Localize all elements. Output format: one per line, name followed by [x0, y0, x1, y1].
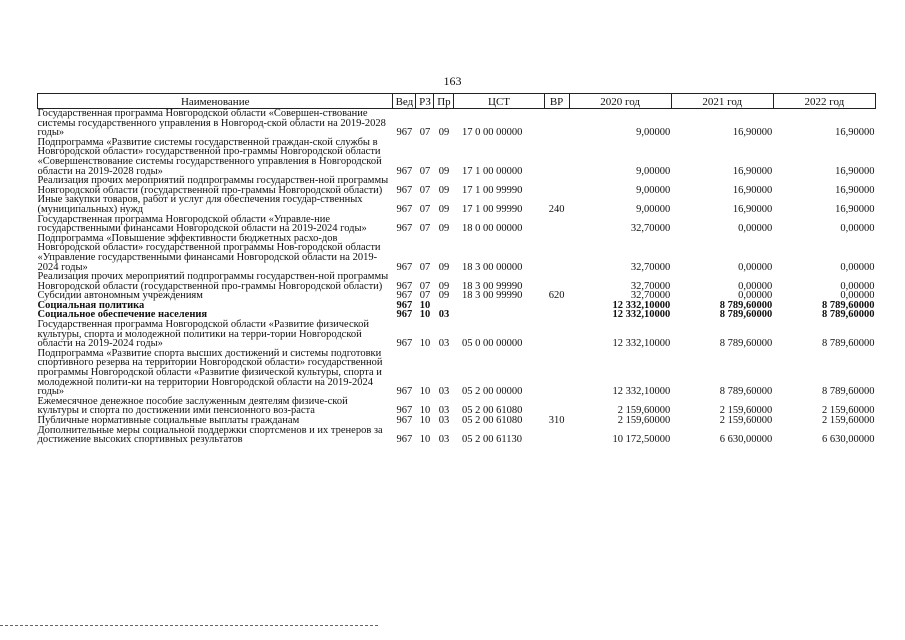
row-cst: 05 2 00 61130: [461, 434, 522, 446]
row-value-2020: 32,70000: [630, 261, 671, 273]
row-value-2021: 0,00000: [738, 290, 773, 302]
row-value-2022: 8 789,60000: [822, 386, 875, 398]
header-ved: Вед: [393, 94, 416, 109]
row-ved: 967: [396, 165, 413, 177]
row-name: Публичные нормативные социальные выплаты гражданам: [37, 415, 300, 426]
row-ved: 967: [396, 290, 413, 302]
row-value-2022: 16,90000: [835, 165, 875, 177]
row-ved: 967: [396, 405, 413, 417]
row-vr: [544, 426, 569, 445]
row-vr: [544, 138, 569, 176]
row-name: Субсидии автономным учреждениям: [37, 290, 203, 302]
row-value-2020: 12 332,10000: [612, 309, 671, 321]
row-value-2022: 8 789,60000: [822, 338, 875, 350]
row-value-2021: 0,00000: [738, 223, 773, 235]
row-rz: 07: [419, 290, 431, 302]
row-rz: 07: [419, 127, 431, 139]
row-cst: 05 2 00 61080: [461, 415, 523, 426]
row-value-2020: 2 159,60000: [617, 405, 671, 417]
row-value-2022: 0,00000: [840, 223, 875, 235]
row-ved: 967: [396, 280, 413, 292]
table-row: [38, 195, 876, 214]
table-row: [38, 320, 876, 349]
row-vr: [544, 109, 569, 138]
row-name: Подпрограмма «Повышение эффективности бюджетных расхо-дов Новгородской области» государственной программы Нов-городской области «Управление государственными финансами Новгородской области на 2019-2024 годы»: [37, 232, 381, 273]
row-cst: 18 3 00 99990: [461, 280, 523, 292]
row-value-2020: 12 332,10000: [612, 386, 671, 398]
row-value-2022: 16,90000: [835, 127, 875, 139]
row-value-2020: 12 332,10000: [612, 299, 671, 311]
row-value-2022: 8 789,60000: [822, 299, 875, 311]
row-rz: 07: [419, 223, 431, 235]
footer-divider: [0, 625, 380, 626]
row-name: Государственная программа Новгородской области «Управле-ние государственными финансами Новгородской области на 2019-2024 годы»: [37, 213, 367, 235]
row-ved: 967: [396, 338, 413, 350]
row-pr: 03: [438, 405, 450, 417]
row-pr: 09: [438, 203, 450, 215]
row-ved: 967: [396, 299, 413, 311]
row-cst: 18 0 00 00000: [461, 223, 523, 235]
row-pr: 09: [438, 184, 450, 196]
row-pr: 09: [438, 165, 450, 177]
row-value-2022: 0,00000: [840, 261, 875, 273]
row-value-2020: 9,00000: [636, 184, 671, 196]
row-rz: 07: [419, 280, 431, 292]
row-pr: 09: [438, 280, 450, 292]
table-row: [38, 272, 876, 291]
row-pr: 09: [438, 127, 450, 139]
row-value-2022: 8 789,60000: [822, 309, 875, 321]
row-value-2021: 16,90000: [732, 127, 773, 139]
row-value-2022: 16,90000: [835, 184, 875, 196]
row-name: Реализация прочих мероприятий подпрограммы государствен-ной программы Новгородской области (государственной про-граммы Новгородской области): [37, 271, 389, 292]
row-ved: 967: [396, 223, 413, 235]
row-name: Подпрограмма «Развитие спорта высших достижений и системы подготовки спортивного резерва на территории Новгородской области» государственной программы Новгородской области «Развитие физической культуры, спорта и молодежной полити-ки на территории Новгородской области на 2019-2024 годы»: [37, 347, 383, 398]
table-row: [38, 109, 876, 138]
row-vr: 310: [548, 415, 565, 426]
row-rz: 07: [419, 261, 431, 273]
table-row: [38, 349, 876, 397]
row-pr: 03: [438, 434, 450, 446]
row-rz: 10: [419, 338, 431, 350]
row-name: Социальное обеспечение населения: [37, 309, 208, 321]
row-value-2021: 2 159,60000: [719, 415, 773, 426]
row-value-2022: 0,00000: [840, 280, 875, 292]
row-vr: [544, 234, 569, 272]
budget-table: [37, 93, 876, 445]
row-ved: 967: [396, 434, 413, 446]
row-name: Дополнительные меры социальной поддержки спортсменов и их тренеров за достижение высоких спортивных результатов: [37, 424, 383, 446]
row-pr: 03: [438, 415, 450, 426]
row-vr: 240: [548, 203, 565, 215]
row-cst: 17 1 00 99990: [461, 184, 523, 196]
row-ved: 967: [396, 261, 413, 273]
table-row: [38, 215, 876, 234]
row-value-2020: 32,70000: [630, 280, 671, 292]
row-value-2020: 10 172,50000: [612, 434, 671, 446]
row-value-2022: 0,00000: [840, 290, 875, 302]
row-pr: 03: [438, 309, 450, 321]
row-rz: 10: [419, 434, 431, 446]
row-pr: 09: [438, 290, 450, 302]
row-ved: 967: [396, 203, 413, 215]
row-value-2021: 0,00000: [738, 280, 773, 292]
header-2021: 2021 год: [671, 94, 773, 109]
row-name: Государственная программа Новгородской области «Совершен-ствование системы государственного управления в Новгород-ской области на 2019-2028 годы»: [37, 108, 386, 139]
header-rz: РЗ: [416, 94, 434, 109]
row-cst: 17 1 00 99990: [461, 203, 523, 215]
row-vr: [544, 320, 569, 349]
row-vr: [544, 301, 569, 311]
row-rz: 10: [419, 405, 431, 417]
row-rz: 07: [419, 184, 431, 196]
row-cst: 05 2 00 61080: [461, 405, 523, 417]
row-pr: 03: [438, 338, 450, 350]
table-row: [38, 176, 876, 195]
row-value-2022: 16,90000: [835, 203, 875, 215]
row-pr: 09: [438, 223, 450, 235]
row-rz: 07: [419, 203, 431, 215]
row-vr: [544, 310, 569, 320]
row-name: Подпрограмма «Развитие системы государственной граждан-ской службы в Новгородской области» государственной про-граммы Новгородской области «Совершенствование системы государственного управления в Новгородской области на 2019-2028 годы»: [37, 136, 382, 177]
row-cst: 18 3 00 00000: [461, 261, 523, 273]
row-value-2020: 2 159,60000: [617, 415, 671, 426]
row-cst: 17 1 00 00000: [461, 165, 523, 177]
row-cst: 18 3 00 99990: [461, 290, 523, 302]
row-cst: [454, 301, 544, 311]
page-number: 163: [443, 74, 462, 88]
header-2020: 2020 год: [569, 94, 671, 109]
row-value-2022: 2 159,60000: [822, 415, 875, 426]
header-2022: 2022 год: [773, 94, 875, 109]
header-name: Наименование: [38, 94, 393, 109]
row-value-2020: 9,00000: [636, 165, 671, 177]
row-name: Социальная политика: [37, 299, 145, 311]
row-vr: [544, 272, 569, 291]
row-vr: [544, 176, 569, 195]
table-row: [38, 234, 876, 272]
table-row: [38, 138, 876, 176]
row-rz: 10: [419, 299, 431, 311]
row-ved: 967: [396, 309, 413, 321]
row-value-2020: 12 332,10000: [612, 338, 671, 350]
row-rz: 10: [419, 386, 431, 398]
row-cst: [454, 310, 544, 320]
row-cst: 05 0 00 00000: [461, 338, 523, 350]
row-vr: 620: [548, 290, 565, 302]
row-cst: 05 2 00 00000: [461, 386, 523, 398]
row-rz: 10: [419, 415, 431, 426]
row-value-2021: 8 789,60000: [719, 309, 773, 321]
header-pr: Пр: [434, 94, 454, 109]
row-vr: [544, 349, 569, 397]
row-value-2021: 8 789,60000: [719, 386, 773, 398]
row-value-2021: 8 789,60000: [719, 299, 773, 311]
row-name: Иные закупки товаров, работ и услуг для обеспечения государ-ственных (муниципальных) нужд: [37, 194, 363, 215]
row-value-2021: 2 159,60000: [719, 405, 773, 417]
row-ved: 967: [396, 184, 413, 196]
row-rz: 07: [419, 165, 431, 177]
row-value-2020: 9,00000: [636, 127, 671, 139]
table-row: [38, 397, 876, 416]
row-value-2020: 32,70000: [630, 290, 671, 302]
header-vr: ВР: [544, 94, 569, 109]
row-value-2022: 6 630,00000: [822, 434, 875, 446]
row-value-2022: 2 159,60000: [822, 405, 875, 417]
row-value-2020: 9,00000: [636, 203, 671, 215]
table-header-row: [38, 94, 876, 109]
row-name: Государственная программа Новгородской области «Развитие физической культуры, спорта и молодежной политики на терри-тории Новгородской области на 2019-2024 годы»: [37, 319, 370, 350]
row-ved: 967: [396, 386, 413, 398]
row-value-2021: 0,00000: [738, 261, 773, 273]
row-value-2020: 32,70000: [630, 223, 671, 235]
table-row: [38, 426, 876, 445]
row-vr: [544, 397, 569, 416]
row-value-2021: 16,90000: [732, 203, 773, 215]
row-rz: 10: [419, 309, 431, 321]
header-cst: ЦСТ: [454, 94, 544, 109]
row-value-2021: 16,90000: [732, 165, 773, 177]
row-ved: 967: [396, 127, 413, 139]
row-vr: [544, 215, 569, 234]
row-name: Ежемесячное денежное пособие заслуженным деятелям физиче-ской культуры и спорта по достижении ими пенсионного воз-раста: [37, 395, 348, 417]
row-ved: 967: [396, 415, 413, 426]
row-name: Реализация прочих мероприятий подпрограммы государствен-ной программы Новгородской области (государственной про-граммы Новгородской области): [37, 175, 389, 196]
row-pr: 03: [438, 386, 450, 398]
row-value-2021: 6 630,00000: [719, 434, 773, 446]
row-value-2021: 8 789,60000: [719, 338, 773, 350]
row-value-2021: 16,90000: [732, 184, 773, 196]
row-cst: 17 0 00 00000: [461, 127, 523, 139]
row-pr: 09: [438, 261, 450, 273]
